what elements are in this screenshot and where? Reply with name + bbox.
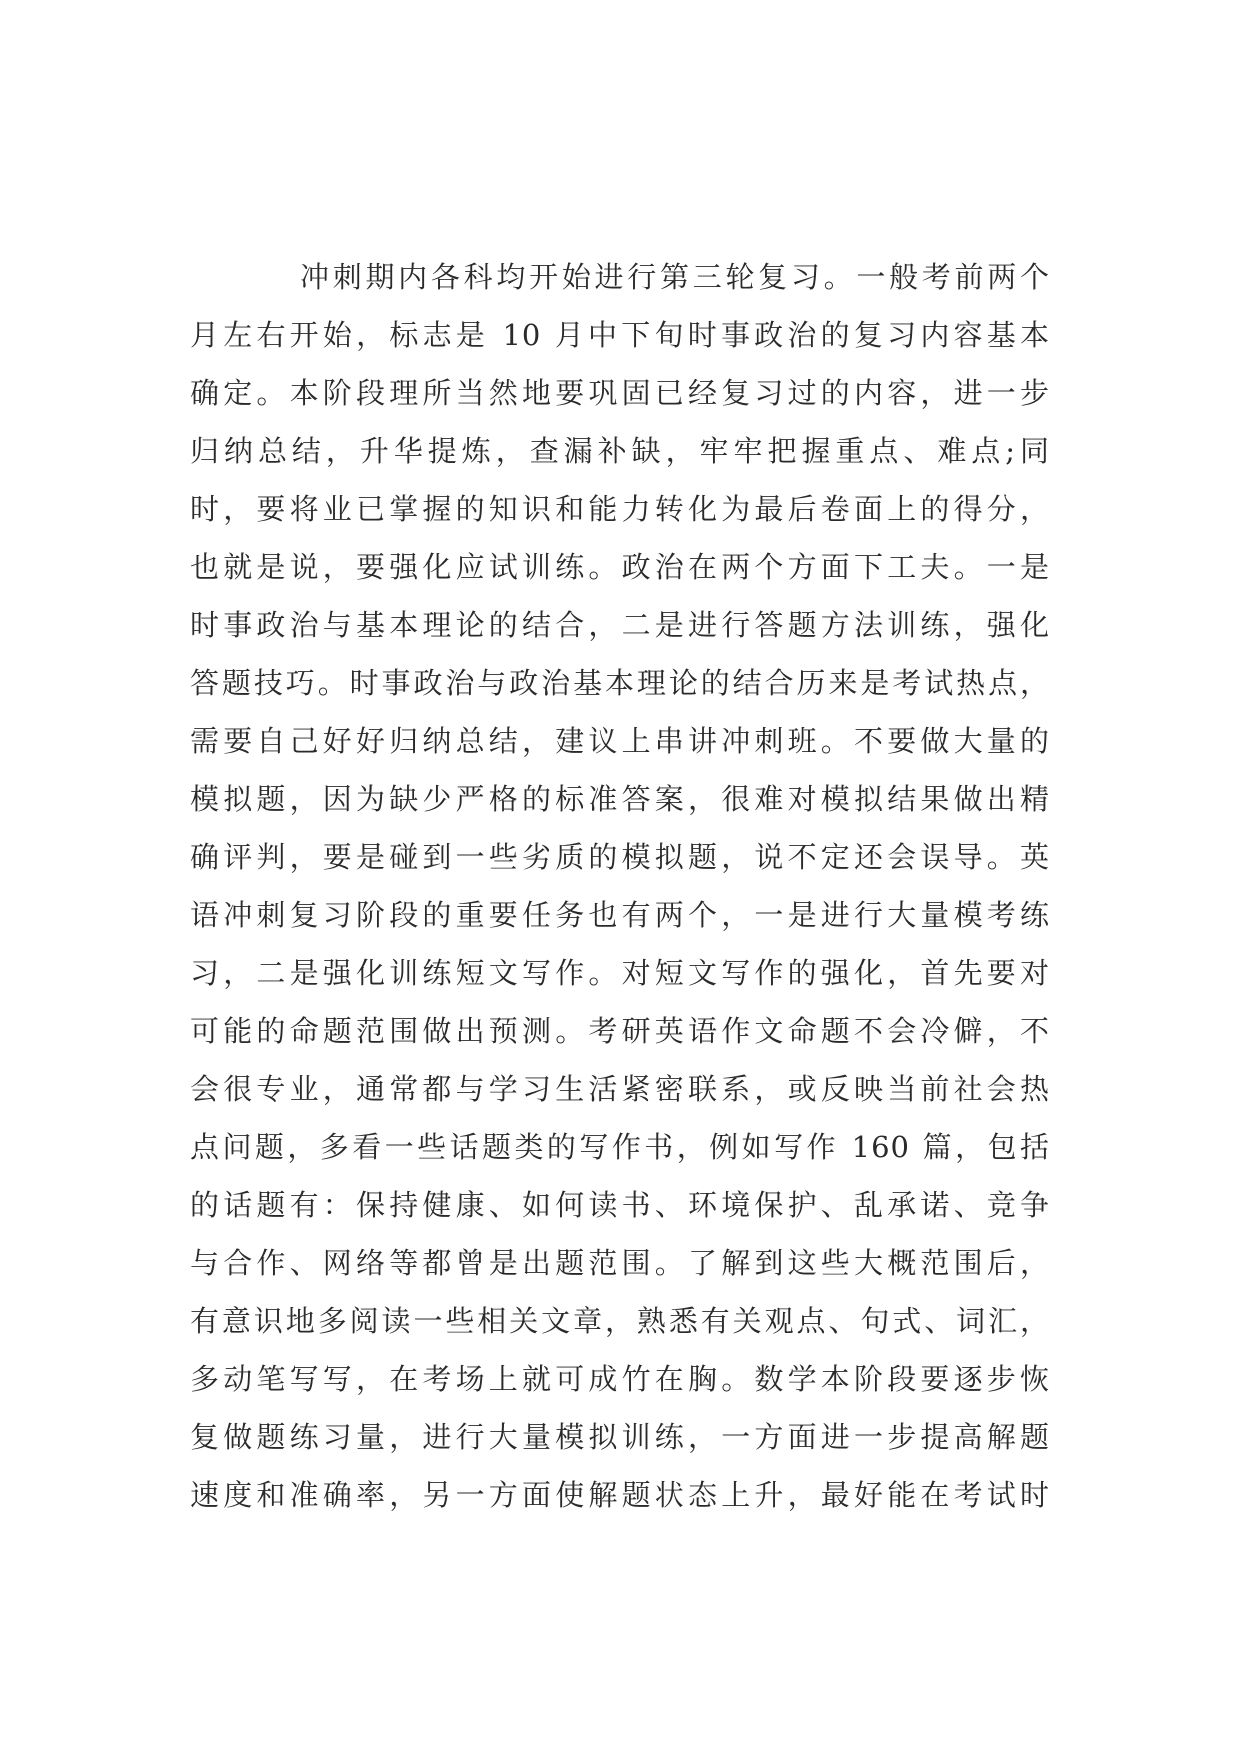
paragraph-line: 归纳总结，升华提炼，查漏补缺，牢牢把握重点、难点;同 xyxy=(190,434,1050,468)
paragraph-line: 多动笔写写，在考场上就可成竹在胸。数学本阶段要逐步恢 xyxy=(190,1362,1050,1396)
paragraph-line: 模拟题，因为缺少严格的标准答案，很难对模拟结果做出精 xyxy=(190,782,1050,816)
paragraph-line: 确评判，要是碰到一些劣质的模拟题，说不定还会误导。英 xyxy=(190,840,1050,874)
paragraph-line: 复做题练习量，进行大量模拟训练，一方面进一步提高解题 xyxy=(190,1420,1050,1454)
paragraph-line: 答题技巧。时事政治与政治基本理论的结合历来是考试热点， xyxy=(190,666,1050,700)
paragraph-line: 也就是说，要强化应试训练。政治在两个方面下工夫。一是 xyxy=(190,550,1050,584)
body-paragraph xyxy=(190,248,1050,1524)
paragraph-line: 时，要将业已掌握的知识和能力转化为最后卷面上的得分， xyxy=(190,492,1050,526)
paragraph-line: 的话题有：保持健康、如何读书、环境保护、乱承诺、竞争 xyxy=(190,1188,1050,1222)
paragraph-line: 可能的命题范围做出预测。考研英语作文命题不会冷僻，不 xyxy=(190,1014,1050,1048)
paragraph-line: 冲刺期内各科均开始进行第三轮复习。一般考前两个 xyxy=(300,260,1050,294)
paragraph-line: 习，二是强化训练短文写作。对短文写作的强化，首先要对 xyxy=(190,956,1050,990)
paragraph-line: 点问题，多看一些话题类的写作书，例如写作 160 篇，包括 xyxy=(190,1130,1050,1164)
paragraph-line: 语冲刺复习阶段的重要任务也有两个，一是进行大量模考练 xyxy=(190,898,1050,932)
paragraph-line: 速度和准确率，另一方面使解题状态上升，最好能在考试时 xyxy=(190,1478,1050,1512)
paragraph-line: 有意识地多阅读一些相关文章，熟悉有关观点、句式、词汇， xyxy=(190,1304,1050,1338)
paragraph-line: 确定。本阶段理所当然地要巩固已经复习过的内容，进一步 xyxy=(190,376,1050,410)
paragraph-line: 时事政治与基本理论的结合，二是进行答题方法训练，强化 xyxy=(190,608,1050,642)
paragraph-line: 会很专业，通常都与学习生活紧密联系，或反映当前社会热 xyxy=(190,1072,1050,1106)
paragraph-line: 月左右开始，标志是 10 月中下旬时事政治的复习内容基本 xyxy=(190,318,1050,352)
paragraph-line: 需要自己好好归纳总结，建议上串讲冲刺班。不要做大量的 xyxy=(190,724,1050,758)
paragraph-line: 与合作、网络等都曾是出题范围。了解到这些大概范围后， xyxy=(190,1246,1050,1280)
